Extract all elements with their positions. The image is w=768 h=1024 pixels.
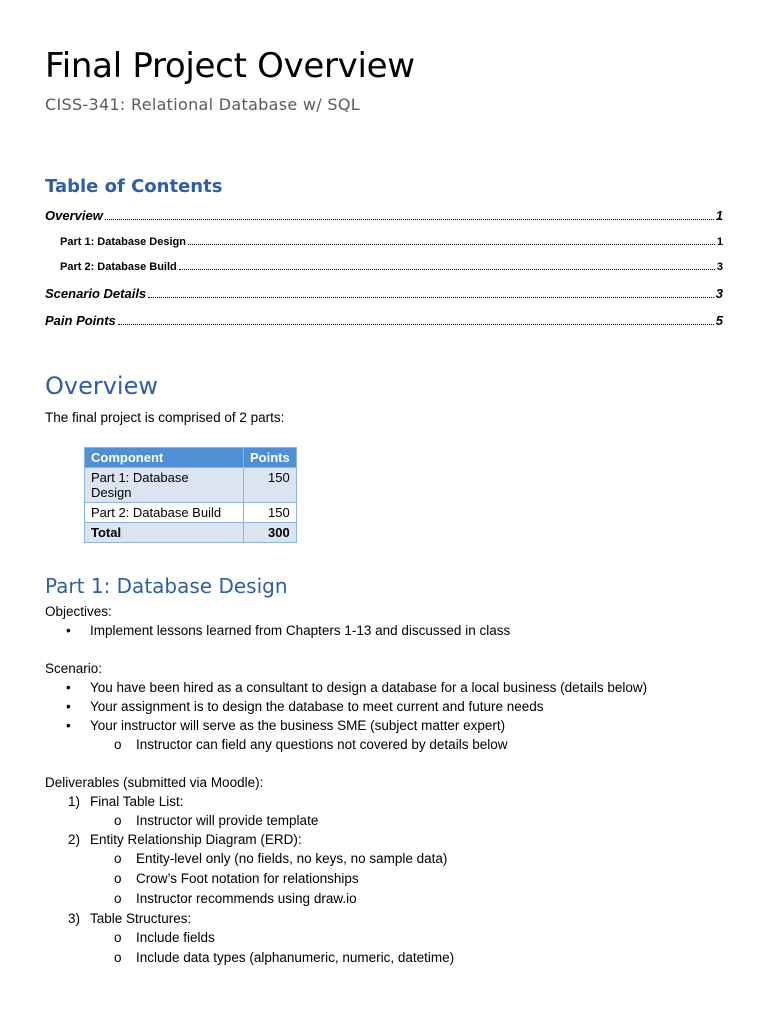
objectives-label: Objectives: [45, 604, 112, 619]
sub-bullet-icon: o [114, 950, 122, 965]
sub-bullet-icon: o [114, 813, 122, 828]
table-cell: Part 2: Database Build [85, 503, 244, 523]
toc-entry-label: Part 2: Database Build [60, 261, 177, 273]
scenario-label: Scenario: [45, 661, 103, 676]
list-item: Instructor recommends using draw.io [136, 891, 357, 906]
toc-entry-part2[interactable] [60, 261, 723, 273]
part1-heading: Part 1: Database Design [45, 574, 288, 598]
toc-entry-label: Pain Points [45, 313, 116, 328]
bullet-icon: • [66, 680, 71, 695]
toc-entry-overview[interactable] [45, 208, 723, 223]
cell-text: Part 1: Database Design [91, 470, 189, 500]
list-item: Include data types (alphanumeric, numeric, datetime) [136, 950, 455, 965]
table-row [85, 468, 297, 503]
toc-leader [105, 219, 714, 220]
table-cell: 150 [244, 468, 297, 503]
list-item: You have been hired as a consultant to design a database for a local business (details below) [90, 680, 648, 695]
toc-entry-label: Overview [45, 208, 103, 223]
toc-entry-part1[interactable] [60, 236, 723, 248]
toc-leader [148, 297, 714, 298]
toc-entry-scenario-details[interactable] [45, 286, 723, 301]
overview-heading: Overview [45, 372, 158, 400]
table-cell: Total [85, 523, 244, 543]
table-header-cell: Component [85, 448, 244, 468]
toc-entry-page: 5 [715, 313, 723, 328]
table-cell: 300 [244, 523, 297, 543]
toc-leader [188, 244, 715, 245]
bullet-icon: • [66, 718, 71, 733]
toc-entry-label: Scenario Details [45, 286, 147, 301]
list-item: Table Structures: [90, 911, 192, 926]
table-total-row [85, 523, 297, 543]
sub-bullet-icon: o [114, 737, 122, 752]
list-item: Your instructor will serve as the business SME (subject matter expert) [90, 718, 506, 733]
points-table [84, 447, 297, 543]
toc-entry-pain-points[interactable] [45, 313, 723, 328]
document-subtitle: CISS-341: Relational Database w/ SQL [45, 95, 360, 114]
toc-entry-page: 1 [715, 208, 723, 223]
bullet-icon: • [66, 623, 71, 638]
toc-entry-page: 3 [715, 286, 723, 301]
table-row [85, 503, 297, 523]
toc-entry-page: 1 [716, 236, 723, 248]
list-item: Instructor will provide template [136, 813, 319, 828]
toc-entry-label: Part 1: Database Design [60, 236, 186, 248]
table-cell [85, 468, 244, 503]
list-number: 3) [68, 911, 81, 926]
sub-bullet-icon: o [114, 871, 122, 886]
table-cell: 150 [244, 503, 297, 523]
toc-leader [179, 269, 715, 270]
document-title: Final Project Overview [45, 46, 415, 86]
list-item: Entity-level only (no fields, no keys, no sample data) [136, 851, 448, 866]
list-item: Instructor can field any questions not covered by details below [136, 737, 508, 752]
sub-bullet-icon: o [114, 891, 122, 906]
list-item: Implement lessons learned from Chapters 1-13 and discussed in class [90, 623, 511, 638]
toc-leader [118, 324, 714, 325]
table-header-row [85, 448, 297, 468]
deliverables-label: Deliverables (submitted via Moodle): [45, 775, 264, 790]
table-header-cell: Points [244, 448, 297, 468]
overview-intro: The final project is comprised of 2 parts: [45, 410, 285, 425]
list-item: Your assignment is to design the database to meet current and future needs [90, 699, 544, 714]
list-item: Crow’s Foot notation for relationships [136, 871, 359, 886]
sub-bullet-icon: o [114, 851, 122, 866]
toc-heading: Table of Contents [45, 176, 223, 197]
toc-entry-page: 3 [716, 261, 723, 273]
list-number: 1) [68, 794, 81, 809]
list-item: Entity Relationship Diagram (ERD): [90, 832, 302, 847]
list-number: 2) [68, 832, 81, 847]
bullet-icon: • [66, 699, 71, 714]
sub-bullet-icon: o [114, 930, 122, 945]
list-item: Final Table List: [90, 794, 184, 809]
list-item: Include fields [136, 930, 215, 945]
